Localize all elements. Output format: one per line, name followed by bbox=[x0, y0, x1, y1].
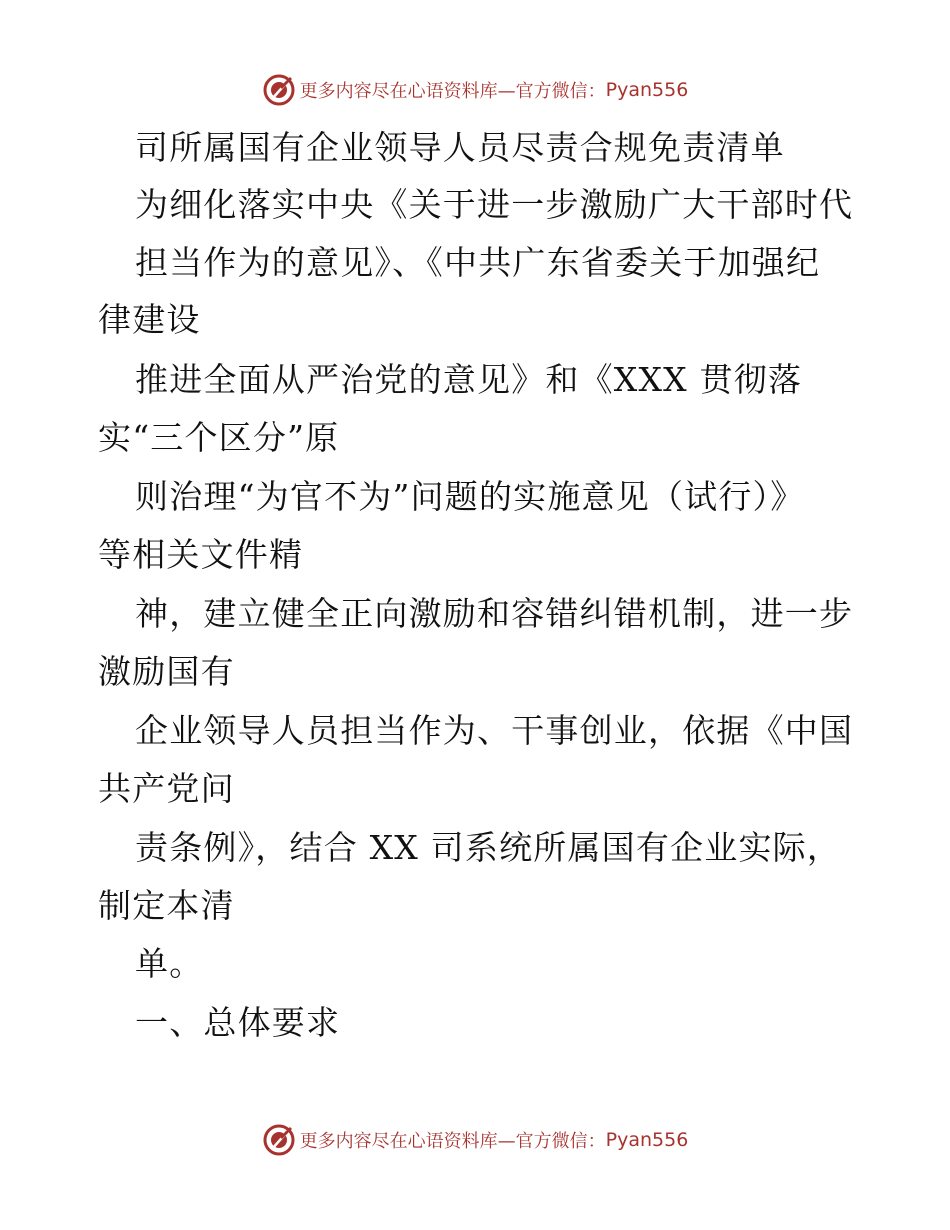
body-line: 制定本清 bbox=[98, 886, 235, 925]
body-line: 则治理“为官不为”问题的实施意见（试行）》 bbox=[135, 477, 805, 516]
body-line: 神，建立健全正向激励和容错纠错机制，进一步 bbox=[135, 594, 854, 633]
body-line: 共产党问 bbox=[98, 769, 235, 808]
watermark-logo-icon bbox=[262, 73, 296, 107]
watermark-wechat-id: Pyan556 bbox=[605, 79, 689, 101]
body-line: 激励国有 bbox=[98, 652, 235, 691]
watermark-wechat-id: Pyan556 bbox=[605, 1129, 689, 1151]
body-line: 实“三个区分”原 bbox=[98, 418, 340, 457]
header-watermark bbox=[0, 73, 950, 107]
watermark-text: 更多内容尽在心语资料库—官方微信： bbox=[299, 1131, 606, 1152]
watermark-text: 更多内容尽在心语资料库—官方微信： bbox=[299, 81, 606, 102]
watermark-logo-icon bbox=[262, 1123, 296, 1157]
body-line: 担当作为的意见》、《中共广东省委关于加强纪 bbox=[135, 243, 821, 282]
body-line: 律建设 bbox=[98, 300, 201, 339]
footer-watermark bbox=[0, 1123, 950, 1157]
body-line: 推进全面从严治党的意见》和《XXX 贯彻落 bbox=[135, 360, 803, 399]
body-line: 单。 bbox=[135, 944, 204, 983]
body-line: 为细化落实中央《关于进一步激励广大干部时代 bbox=[135, 185, 854, 224]
body-line: 责条例》，结合 XX 司系统所属国有企业实际， bbox=[135, 828, 842, 867]
section-heading: 一、总体要求 bbox=[135, 1003, 341, 1042]
body-line: 等相关文件精 bbox=[98, 535, 304, 574]
doc-title-line: 司所属国有企业领导人员尽责合规免责清单 bbox=[135, 128, 785, 167]
body-line: 企业领导人员担当作为、干事创业，依据《中国 bbox=[135, 711, 854, 750]
